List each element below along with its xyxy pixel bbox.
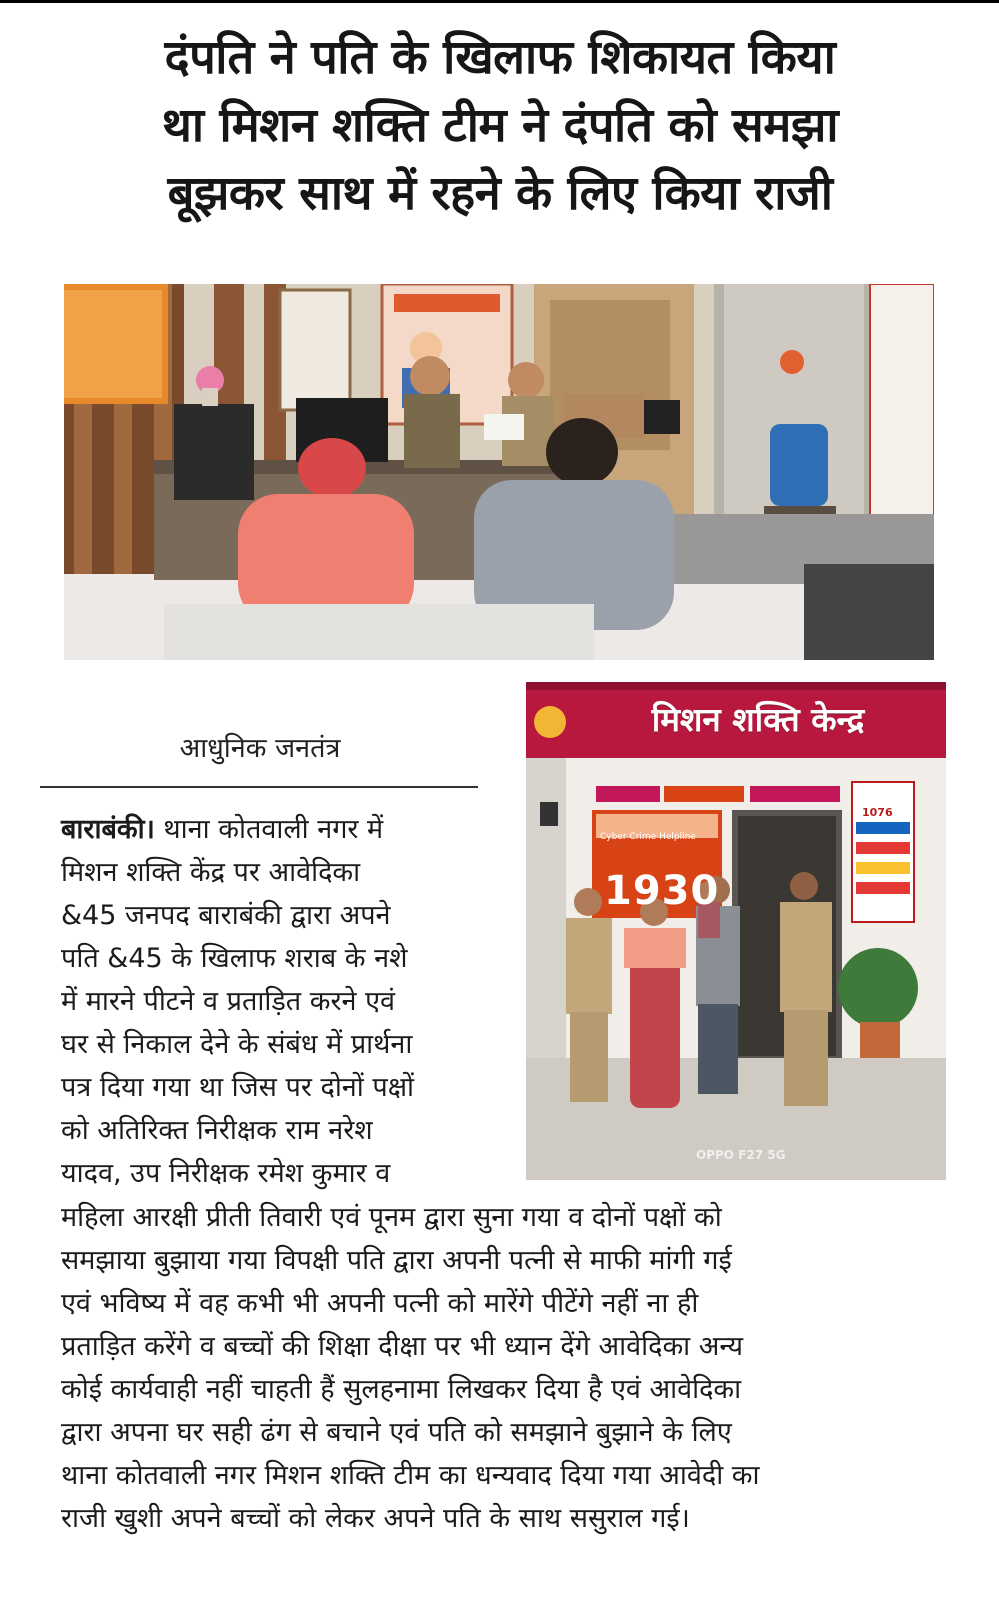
article-line: समझाया बुझाया गया विपक्षी पति द्वारा अपनी पत्नी से माफी मांगी गई	[61, 1245, 732, 1276]
side-helpline-number: 1076	[862, 806, 893, 819]
top-border	[0, 0, 999, 3]
article-line: घर से निकाल देने के संबंध में प्रार्थना	[61, 1029, 413, 1060]
article-line: को अतिरिक्त निरीक्षक राम नरेश	[61, 1115, 373, 1146]
article-line: पति &45 के खिलाफ शराब के नशे	[61, 943, 408, 974]
article-lead: बाराबंकी।	[61, 814, 155, 845]
sign-title: मिशन शक्ति केन्द्र	[651, 700, 865, 739]
article-line: एवं भविष्य में वह कभी भी अपनी पत्नी को मारेंगे पीटेंगे नहीं ना ही	[61, 1288, 699, 1319]
article-line: पत्र दिया गया था जिस पर दोनों पक्षों	[61, 1072, 415, 1103]
helpline-number: 1930	[604, 868, 720, 914]
camera-watermark: OPPO F27 5G	[696, 1148, 786, 1162]
article-line: द्वारा अपना घर सही ढंग से बचाने एवं पति को समझाने बुझाने के लिए	[61, 1417, 732, 1448]
article-line: कोई कार्यवाही नहीं चाहती हैं सुलहनामा लिखकर दिया है एवं आवेदिका	[61, 1374, 742, 1405]
article-line: &45 जनपद बाराबंकी द्वारा अपने	[61, 900, 391, 931]
article-line: राजी खुशी अपने बच्चों को लेकर अपने पति के साथ ससुराल गई।	[61, 1503, 690, 1534]
article-body	[61, 1196, 941, 1540]
byline-rule	[40, 786, 478, 788]
article-line: मिशन शक्ति केंद्र पर आवेदिका	[61, 857, 361, 888]
article-line: थाना कोतवाली नगर मिशन शक्ति टीम का धन्यवाद दिया गया आवेदी का	[61, 1460, 760, 1491]
article-line	[61, 808, 501, 851]
headline-line-1: दंपति ने पति के खिलाफ शिकायत किया	[164, 30, 836, 85]
office-photo	[64, 284, 934, 660]
article-column	[61, 808, 501, 1195]
headline	[40, 24, 960, 228]
helpline-label: Cyber Crime Helpline	[600, 832, 696, 842]
headline-line-3: बूझकर साथ में रहने के लिए किया राजी	[167, 166, 833, 221]
byline: आधुनिक जनतंत्र	[179, 733, 341, 764]
article-line: में मारने पीटने व प्रताड़ित करने एवं	[61, 986, 396, 1017]
headline-line-2: था मिशन शक्ति टीम ने दंपति को समझा	[161, 98, 839, 153]
article-line-text: थाना कोतवाली नगर में	[154, 814, 384, 845]
mission-shakti-photo	[526, 682, 946, 1180]
article-line: महिला आरक्षी प्रीती तिवारी एवं पूनम द्वारा सुना गया व दोनों पक्षों को	[61, 1202, 722, 1233]
article-line: प्रताड़ित करेंगे व बच्चों की शिक्षा दीक्षा पर भी ध्यान देंगे आवेदिका अन्य	[61, 1331, 744, 1362]
article-line: यादव, उप निरीक्षक रमेश कुमार व	[61, 1158, 391, 1189]
